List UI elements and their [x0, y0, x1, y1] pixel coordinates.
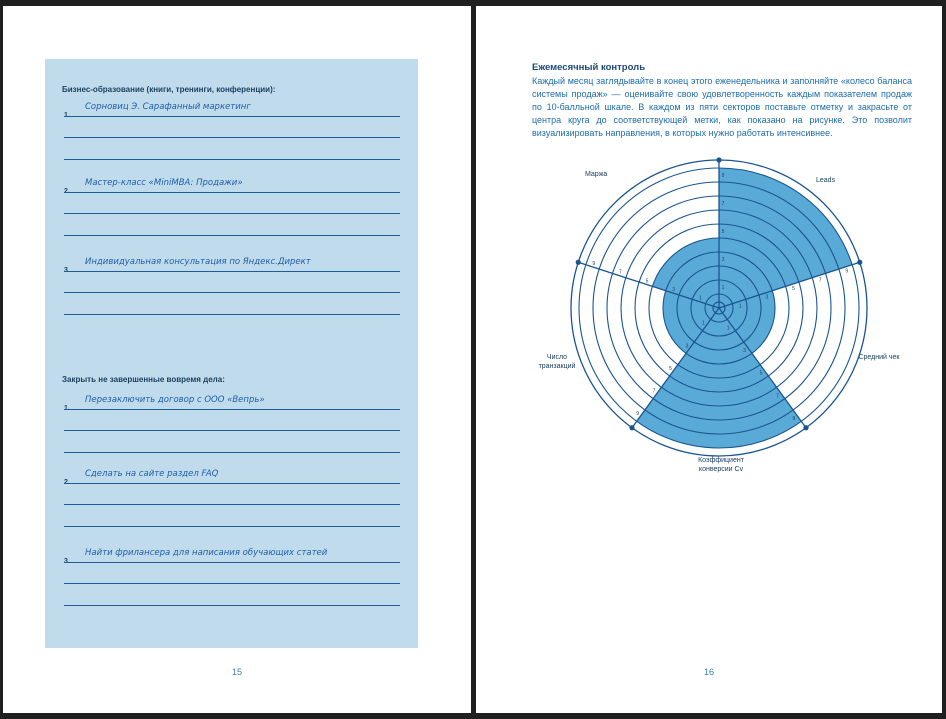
tick-label: 9 [721, 173, 725, 179]
tick-label: 1 [738, 303, 742, 310]
tick-label: 7 [652, 388, 656, 395]
tick-label: 3 [721, 257, 725, 263]
divider-end-dot [803, 425, 808, 430]
entry-text: Индивидуальная консультация по Яндекс.Директ [85, 257, 311, 267]
writing-line [64, 409, 400, 410]
tick-label: 7 [818, 277, 822, 284]
entry-text: Сделать на сайте раздел FAQ [85, 469, 219, 479]
writing-line [64, 159, 400, 160]
tick-label: 9 [592, 261, 596, 268]
writing-line [64, 213, 400, 214]
tick-label: 1 [726, 325, 730, 332]
tick-label: 3 [743, 347, 746, 354]
writing-line [64, 137, 400, 138]
writing-line [64, 192, 400, 193]
tick-label: 5 [645, 278, 649, 285]
tick-label: 5 [792, 286, 795, 293]
tick-label: 7 [618, 269, 622, 276]
sector-label-margin: Маржа [585, 171, 608, 178]
writing-line [64, 452, 400, 453]
tick-label: 3 [672, 287, 676, 294]
writing-line [64, 430, 400, 431]
writing-line [64, 292, 400, 293]
divider-end-dot [629, 425, 634, 430]
tick-label: 5 [721, 229, 725, 235]
tick-label: 7 [776, 393, 779, 400]
left-page [3, 6, 471, 713]
divider-end-dot [857, 260, 862, 265]
instructions-text: Каждый месяц заглядывайте в конец этого еженедельника и заполняйте «колесо баланса системы продаж» — оценивайте свою удовлетворенность каждым показателем продаж по 10-балльной шкале. В каждом из пяти секторов поставьте отметку и закрасьте от центра круга до соответствующей метки, как показано на рисунке. Это позволит визуализировать направления, в которых нужно работать интенсивнее. [532, 76, 912, 139]
tick-label: 1 [698, 295, 702, 302]
writing-line [64, 483, 400, 484]
entry-text: Перезаключить договор с ООО «Вепрь» [85, 395, 265, 405]
sector-label-transactions: Число транзакций [538, 354, 576, 370]
tick-label: 9 [792, 415, 796, 422]
page-number: 16 [703, 667, 714, 677]
tick-label: 9 [845, 268, 849, 275]
tick-label: 5 [759, 370, 763, 377]
notes-panel [45, 59, 418, 648]
tick-label: 1 [721, 285, 725, 291]
tick-label: 5 [669, 365, 672, 372]
section-title-education: Бизнес-образование (книги, тренинги, конференции): [62, 85, 276, 94]
entry-text: Мастер-класс «MiniMBA: Продажи» [85, 178, 243, 188]
tick-label: 1 [702, 320, 705, 327]
right-page [476, 6, 942, 713]
divider-end-dot [576, 260, 581, 265]
writing-line [64, 583, 400, 584]
writing-line [64, 271, 400, 272]
section-heading: Ежемесячный контроль [532, 62, 646, 73]
entry-text: Сорновиц Э. Сарафанный маркетинг [85, 102, 251, 112]
writing-line [64, 314, 400, 315]
writing-line [64, 526, 400, 527]
writing-line [64, 605, 400, 606]
tick-label: 9 [636, 411, 639, 418]
sector-label-avg-check: Средний чек [858, 354, 900, 361]
writing-line [64, 562, 400, 563]
divider-end-dot [716, 157, 721, 162]
page-number: 15 [231, 667, 242, 677]
tick-label: 7 [721, 201, 725, 207]
sector-label-leads: Leads [816, 177, 836, 184]
section-title-pending: Закрыть не завершенные вовремя дела: [62, 375, 225, 384]
tick-label: 3 [765, 294, 769, 301]
writing-line [64, 235, 400, 236]
entry-text: Найти фрилансера для написания обучающих статей [85, 548, 328, 558]
writing-line [64, 116, 400, 117]
writing-line [64, 504, 400, 505]
tick-label: 3 [685, 343, 689, 350]
sector-label-conversion: Коэффициент конверсии Cv [698, 457, 744, 473]
